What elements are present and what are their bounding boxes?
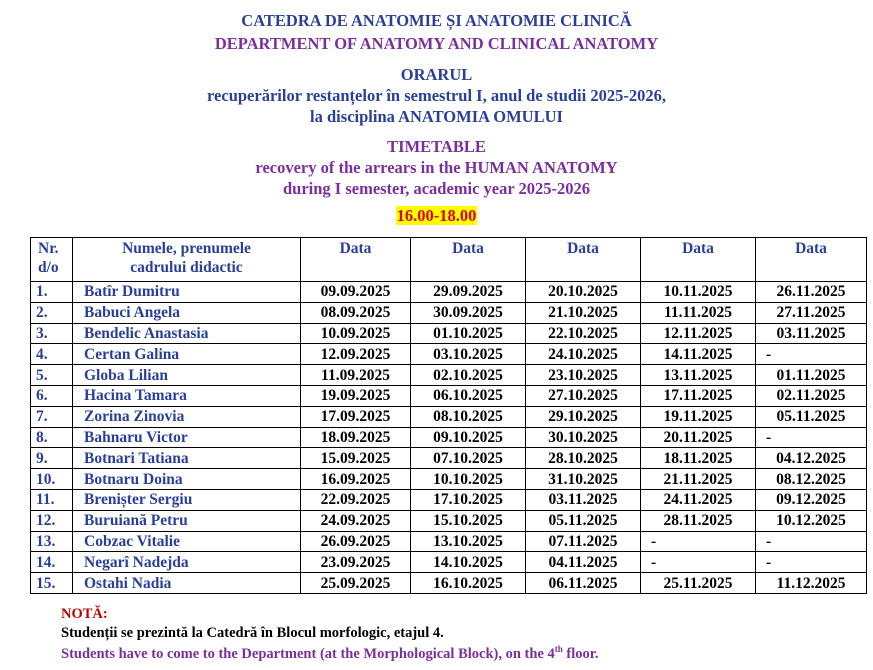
table-row bbox=[31, 385, 867, 406]
date-cell: 09.09.2025 bbox=[301, 282, 411, 303]
row-number: 9. bbox=[31, 448, 73, 469]
date-cell: 23.10.2025 bbox=[526, 365, 641, 386]
date-cell: 17.10.2025 bbox=[411, 489, 526, 510]
teacher-name: Botnari Tatiana bbox=[73, 448, 301, 469]
schedule-title-ro: ORARUL bbox=[400, 65, 473, 84]
date-cell: 05.11.2025 bbox=[756, 406, 867, 427]
teacher-name: Buruiană Petru bbox=[73, 510, 301, 531]
date-cell: 02.10.2025 bbox=[411, 365, 526, 386]
table-row bbox=[31, 406, 867, 427]
teacher-name: Hacina Tamara bbox=[73, 385, 301, 406]
teacher-name: Botnaru Doina bbox=[73, 469, 301, 490]
row-number: 6. bbox=[31, 385, 73, 406]
date-cell: 15.09.2025 bbox=[301, 448, 411, 469]
date-cell: 10.10.2025 bbox=[411, 469, 526, 490]
date-cell: 11.12.2025 bbox=[756, 573, 867, 594]
date-cell: - bbox=[756, 552, 867, 573]
teacher-name: Brenișter Sergiu bbox=[73, 489, 301, 510]
col-header-date-3: Data bbox=[526, 238, 641, 282]
date-cell: 02.11.2025 bbox=[756, 385, 867, 406]
date-cell: 19.09.2025 bbox=[301, 385, 411, 406]
table-row bbox=[31, 531, 867, 552]
date-cell: 27.11.2025 bbox=[756, 302, 867, 323]
date-cell: 24.09.2025 bbox=[301, 510, 411, 531]
teacher-name: Bendelic Anastasia bbox=[73, 323, 301, 344]
table-row bbox=[31, 469, 867, 490]
date-cell: 06.11.2025 bbox=[526, 573, 641, 594]
col-header-date-1: Data bbox=[301, 238, 411, 282]
row-number: 12. bbox=[31, 510, 73, 531]
row-number: 14. bbox=[31, 552, 73, 573]
row-number: 10. bbox=[31, 469, 73, 490]
date-cell: 04.11.2025 bbox=[526, 552, 641, 573]
date-cell: 13.10.2025 bbox=[411, 531, 526, 552]
col-header-nr-line2: d/o bbox=[38, 259, 59, 276]
date-cell: 21.11.2025 bbox=[641, 469, 756, 490]
date-cell: 06.10.2025 bbox=[411, 385, 526, 406]
teacher-name: Ostahi Nadia bbox=[73, 573, 301, 594]
teacher-name: Globa Lilian bbox=[73, 365, 301, 386]
date-cell: 01.10.2025 bbox=[411, 323, 526, 344]
time-slot-wrap bbox=[0, 205, 873, 226]
table-row bbox=[31, 365, 867, 386]
teacher-name: Certan Galina bbox=[73, 344, 301, 365]
date-cell: 25.09.2025 bbox=[301, 573, 411, 594]
table-row bbox=[31, 510, 867, 531]
row-number: 7. bbox=[31, 406, 73, 427]
date-cell: 29.10.2025 bbox=[526, 406, 641, 427]
date-cell: 10.12.2025 bbox=[756, 510, 867, 531]
date-cell: 07.10.2025 bbox=[411, 448, 526, 469]
date-cell: 14.11.2025 bbox=[641, 344, 756, 365]
date-cell: 31.10.2025 bbox=[526, 469, 641, 490]
date-cell: 20.11.2025 bbox=[641, 427, 756, 448]
date-cell: 05.11.2025 bbox=[526, 510, 641, 531]
table-row bbox=[31, 448, 867, 469]
date-cell: 08.10.2025 bbox=[411, 406, 526, 427]
date-cell: 24.11.2025 bbox=[641, 489, 756, 510]
teacher-name: Batîr Dumitru bbox=[73, 282, 301, 303]
date-cell: 30.09.2025 bbox=[411, 302, 526, 323]
date-cell: 26.09.2025 bbox=[301, 531, 411, 552]
date-cell: 11.11.2025 bbox=[641, 302, 756, 323]
date-cell: - bbox=[641, 531, 756, 552]
date-cell: - bbox=[756, 531, 867, 552]
date-cell: 14.10.2025 bbox=[411, 552, 526, 573]
date-cell: 04.12.2025 bbox=[756, 448, 867, 469]
date-cell: 28.10.2025 bbox=[526, 448, 641, 469]
row-number: 1. bbox=[31, 282, 73, 303]
table-row bbox=[31, 552, 867, 573]
date-cell: 08.09.2025 bbox=[301, 302, 411, 323]
teacher-name: Cobzac Vitalie bbox=[73, 531, 301, 552]
schedule-subtitle-ro-2: la disciplina ANATOMIA OMULUI bbox=[310, 107, 563, 126]
date-cell: 23.09.2025 bbox=[301, 552, 411, 573]
col-header-nr-line1: Nr. bbox=[38, 240, 59, 257]
date-cell: 22.09.2025 bbox=[301, 489, 411, 510]
department-title-en: DEPARTMENT OF ANATOMY AND CLINICAL ANATOMY bbox=[214, 34, 659, 53]
date-cell: 25.11.2025 bbox=[641, 573, 756, 594]
row-number: 11. bbox=[31, 489, 73, 510]
teacher-name: Zorina Zinovia bbox=[73, 406, 301, 427]
date-cell: 03.11.2025 bbox=[756, 323, 867, 344]
schedule-title-en: TIMETABLE bbox=[387, 137, 486, 156]
date-cell: 17.09.2025 bbox=[301, 406, 411, 427]
date-cell: 10.11.2025 bbox=[641, 282, 756, 303]
table-header-row bbox=[31, 238, 867, 282]
schedule-subtitle-en-1: recovery of the arrears in the HUMAN ANATOMY bbox=[255, 158, 618, 177]
date-cell: 30.10.2025 bbox=[526, 427, 641, 448]
date-cell: 03.11.2025 bbox=[526, 489, 641, 510]
date-cell: 17.11.2025 bbox=[641, 385, 756, 406]
date-cell: 09.10.2025 bbox=[411, 427, 526, 448]
col-header-name bbox=[73, 238, 301, 282]
note-line-en-main: Students have to come to the Department (at the Morphological Block), on the 4 bbox=[61, 645, 555, 662]
date-cell: 21.10.2025 bbox=[526, 302, 641, 323]
col-header-date-4: Data bbox=[641, 238, 756, 282]
date-cell: 13.11.2025 bbox=[641, 365, 756, 386]
date-cell: 26.11.2025 bbox=[756, 282, 867, 303]
date-cell: 12.11.2025 bbox=[641, 323, 756, 344]
date-cell: - bbox=[641, 552, 756, 573]
note-line-en-sup: th bbox=[554, 644, 563, 654]
teacher-name: Negarî Nadejda bbox=[73, 552, 301, 573]
date-cell: 07.11.2025 bbox=[526, 531, 641, 552]
row-number: 3. bbox=[31, 323, 73, 344]
row-number: 13. bbox=[31, 531, 73, 552]
table-row bbox=[31, 573, 867, 594]
col-header-name-line1: Numele, prenumele bbox=[122, 240, 251, 257]
row-number: 8. bbox=[31, 427, 73, 448]
department-title-ro: CATEDRA DE ANATOMIE ȘI ANATOMIE CLINICĂ bbox=[241, 11, 632, 30]
date-cell: 27.10.2025 bbox=[526, 385, 641, 406]
table-row bbox=[31, 323, 867, 344]
date-cell: 09.12.2025 bbox=[756, 489, 867, 510]
date-cell: - bbox=[756, 344, 867, 365]
timetable bbox=[30, 237, 867, 594]
date-cell: 01.11.2025 bbox=[756, 365, 867, 386]
date-cell: 15.10.2025 bbox=[411, 510, 526, 531]
date-cell: 18.09.2025 bbox=[301, 427, 411, 448]
note-title: NOTĂ: bbox=[61, 606, 108, 622]
col-header-date-5: Data bbox=[756, 238, 867, 282]
teacher-name: Bahnaru Victor bbox=[73, 427, 301, 448]
table-row bbox=[31, 427, 867, 448]
date-cell: 08.12.2025 bbox=[756, 469, 867, 490]
schedule-subtitle-ro-1: recuperărilor restanțelor în semestrul I, anul de studii 2025-2026, bbox=[207, 86, 666, 105]
date-cell: 28.11.2025 bbox=[641, 510, 756, 531]
row-number: 4. bbox=[31, 344, 73, 365]
date-cell: 24.10.2025 bbox=[526, 344, 641, 365]
note-line-en-end: floor. bbox=[562, 645, 599, 662]
schedule-subtitle-en-2: during I semester, academic year 2025-2026 bbox=[282, 179, 591, 198]
date-cell: 12.09.2025 bbox=[301, 344, 411, 365]
table-body bbox=[31, 282, 867, 594]
date-cell: 20.10.2025 bbox=[526, 282, 641, 303]
date-cell: 16.09.2025 bbox=[301, 469, 411, 490]
col-header-date-2: Data bbox=[411, 238, 526, 282]
date-cell: 29.09.2025 bbox=[411, 282, 526, 303]
teacher-name: Babuci Angela bbox=[73, 302, 301, 323]
date-cell: 19.11.2025 bbox=[641, 406, 756, 427]
date-cell: 10.09.2025 bbox=[301, 323, 411, 344]
row-number: 2. bbox=[31, 302, 73, 323]
date-cell: 22.10.2025 bbox=[526, 323, 641, 344]
col-header-name-line2: cadrului didactic bbox=[130, 259, 243, 276]
table-row bbox=[31, 282, 867, 303]
table-row bbox=[31, 489, 867, 510]
date-cell: - bbox=[756, 427, 867, 448]
date-cell: 16.10.2025 bbox=[411, 573, 526, 594]
table-row bbox=[31, 302, 867, 323]
note-line-en bbox=[61, 644, 599, 663]
row-number: 15. bbox=[31, 573, 73, 594]
col-header-nr bbox=[31, 238, 73, 282]
table-row bbox=[31, 344, 867, 365]
note-line-ro: Studenții se prezintă la Catedră în Blocul morfologic, etajul 4. bbox=[61, 625, 444, 641]
date-cell: 18.11.2025 bbox=[641, 448, 756, 469]
date-cell: 11.09.2025 bbox=[301, 365, 411, 386]
row-number: 5. bbox=[31, 365, 73, 386]
date-cell: 03.10.2025 bbox=[411, 344, 526, 365]
time-slot: 16.00-18.00 bbox=[396, 206, 477, 225]
